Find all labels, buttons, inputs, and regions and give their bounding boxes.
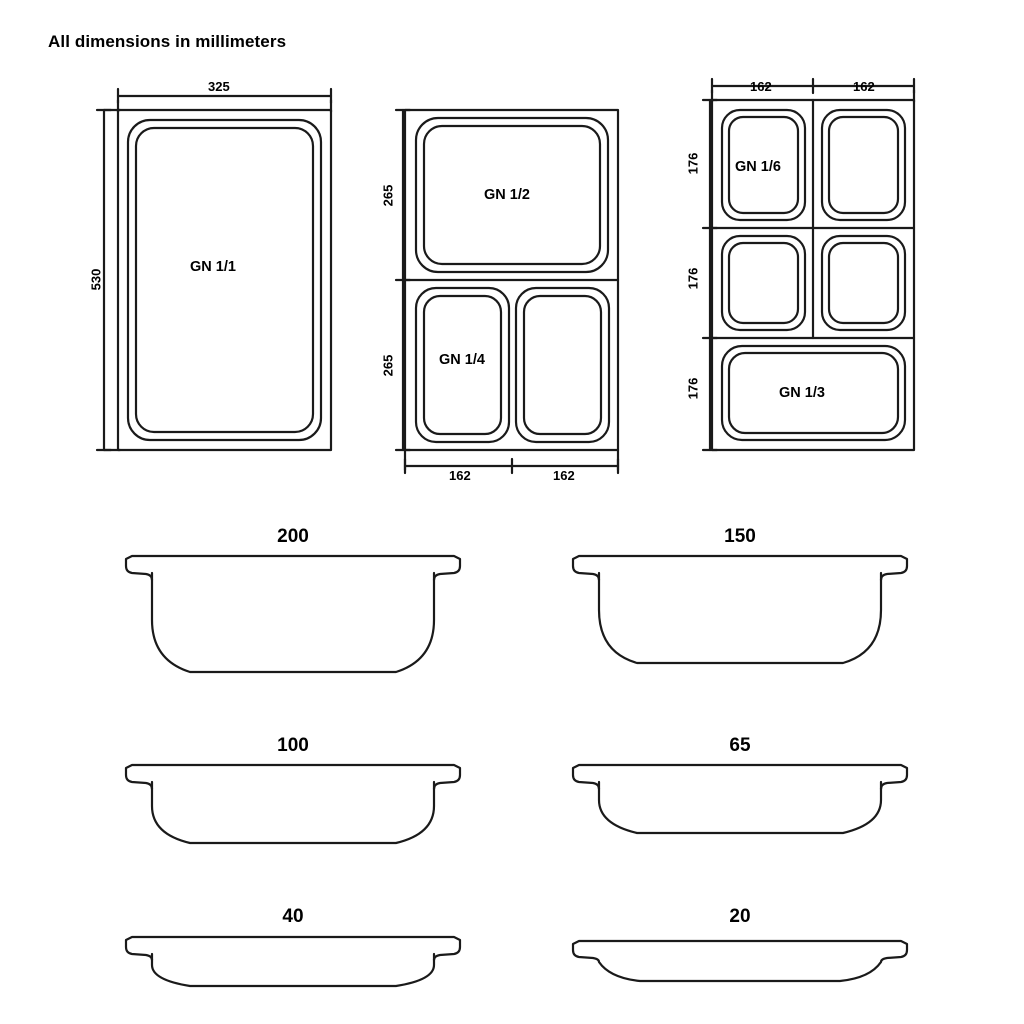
profile-65 bbox=[573, 765, 907, 833]
depth-label-40: 40 bbox=[282, 906, 304, 927]
depth-label-65: 65 bbox=[729, 735, 751, 756]
depth-label-150: 150 bbox=[724, 526, 756, 547]
profile-20 bbox=[573, 941, 907, 981]
label-gn-1-2: GN 1/2 bbox=[484, 187, 530, 203]
dim-gn-1-2-width-right: 162 bbox=[553, 468, 575, 483]
profile-100 bbox=[126, 765, 460, 843]
gn-1-2-plan bbox=[396, 110, 618, 473]
dim-gn-1-6-width-right: 162 bbox=[853, 79, 875, 94]
page-title: All dimensions in millimeters bbox=[48, 32, 287, 51]
profile-40 bbox=[126, 937, 460, 986]
label-gn-1-1: GN 1/1 bbox=[190, 259, 236, 275]
profile-150 bbox=[573, 556, 907, 663]
depth-label-200: 200 bbox=[277, 526, 309, 547]
dim-gn-1-6-height-row1: 176 bbox=[685, 152, 701, 175]
dim-gn-1-2-height-top: 265 bbox=[380, 184, 396, 207]
profile-200 bbox=[126, 556, 460, 672]
dim-gn-1-6-height-row2: 176 bbox=[685, 267, 701, 290]
dim-gn-1-2-height-bottom: 265 bbox=[380, 354, 396, 377]
dim-gn-1-2-width-left: 162 bbox=[449, 468, 471, 483]
dim-gn-1-1-height: 530 bbox=[88, 268, 104, 291]
label-gn-1-6: GN 1/6 bbox=[735, 159, 781, 175]
label-gn-1-3: GN 1/3 bbox=[779, 385, 825, 401]
dim-gn-1-6-height-row3: 176 bbox=[685, 377, 701, 400]
dim-gn-1-1-width: 325 bbox=[208, 79, 230, 94]
depth-label-20: 20 bbox=[729, 906, 751, 927]
depth-label-100: 100 bbox=[277, 735, 309, 756]
dim-gn-1-6-width-left: 162 bbox=[750, 79, 772, 94]
label-gn-1-4: GN 1/4 bbox=[439, 352, 485, 368]
